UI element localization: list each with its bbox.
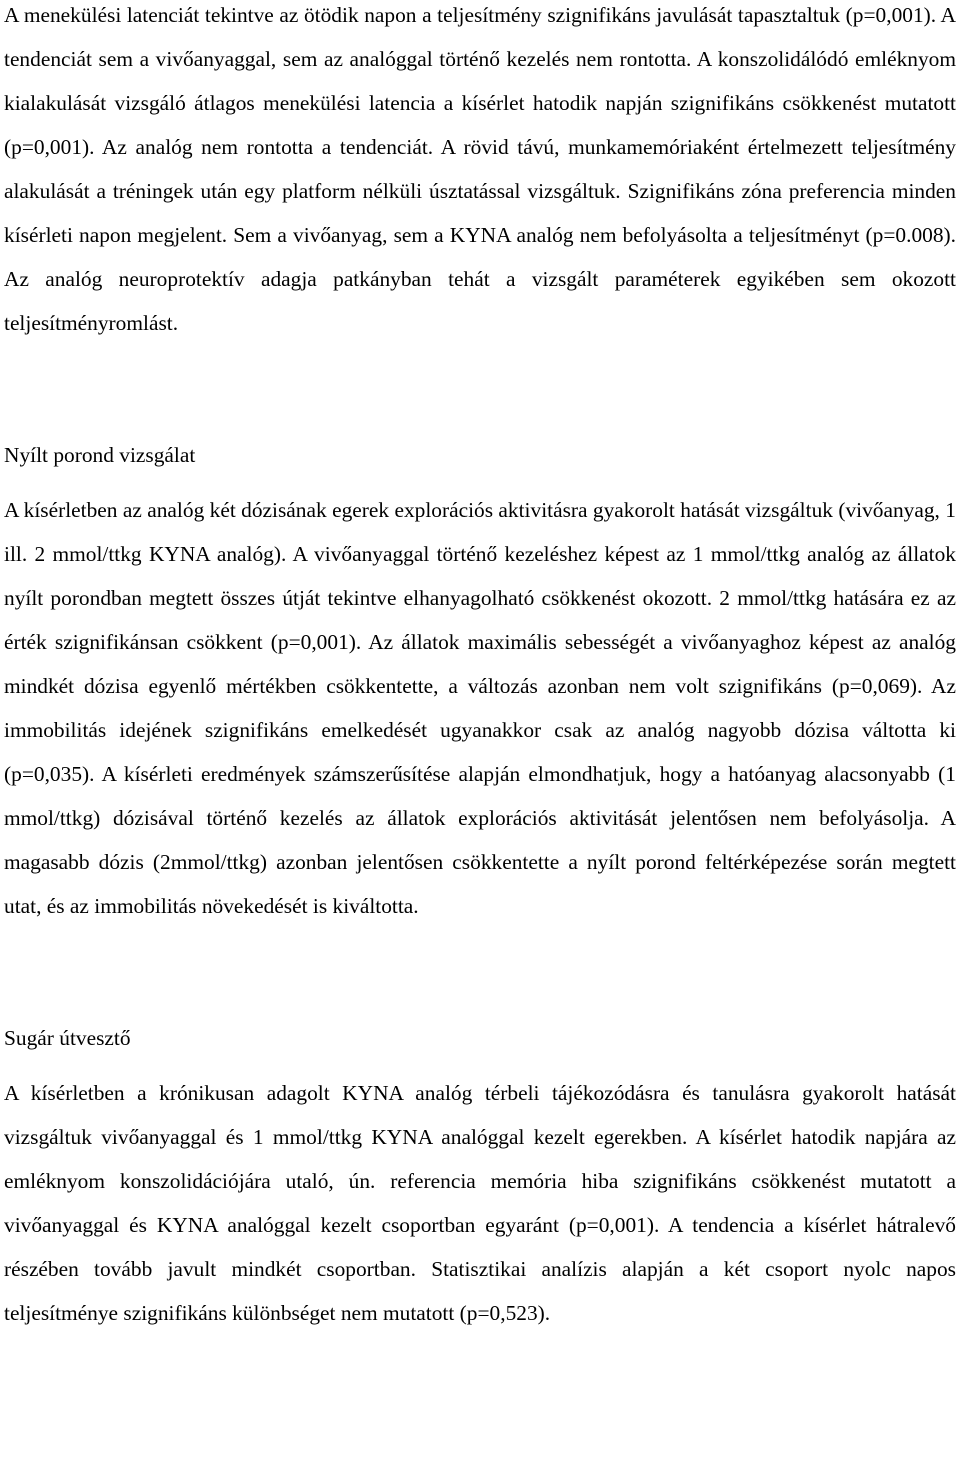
paragraph-morris-water-maze-results: A menekülési latenciát tekintve az ötödik napon a teljesítmény szignifikáns javulását tapasztaltuk (p=0,001). A tendenciát sem a vivőanyaggal, sem az analóggal történő kezelés nem rontotta. A konszolidálódó emléknyom kialakulását vizsgáló átlagos menekülési latencia a kísérlet hatodik napján szignifikáns csökkenést mutatott (p=0,001). Az analóg nem rontotta a tendenciát. A rövid távú, munkamemóriaként értelmezett teljesítmény alakulását a tréningek után egy platform nélküli úsztatással vizsgáltuk. Szignifikáns zóna preferencia minden kísérleti napon megjelent. Sem a vivőanyag, sem a KYNA analóg nem befolyásolta a teljesítményt (p=0.008). Az analóg neuroprotektív adagja patkányban tehát a vizsgált paraméterek egyikében sem okozott teljesítményromlást. <box>4 3 956 335</box>
section-heading-radial-maze: Sugár útvesztő <box>4 1026 131 1050</box>
section-heading-open-field: Nyílt porond vizsgálat <box>4 443 196 467</box>
paragraph-open-field-results: A kísérletben az analóg két dózisának egerek explorációs aktivitásra gyakorolt hatását vizsgáltuk (vivőanyag, 1 ill. 2 mmol/ttkg KYNA analóg). A vivőanyaggal történő kezeléshez képest az 1 mmol/ttkg analóg az állatok nyílt porondban megtett összes útját tekintve elhanyagolható csökkenést okozott. 2 mmol/ttkg hatására ez az érték szignifikánsan csökkent (p=0,001). Az állatok maximális sebességét a vivőanyaghoz képest az analóg mindkét dózisa egyenlő mértékben csökkentette, a változás azonban nem volt szignifikáns (p=0,069). Az immobilitás idejének szignifikáns emelkedését ugyanakkor csak az analóg nagyobb dózisa váltotta ki (p=0,035). A kísérleti eredmények számszerűsítése alapján elmondhatjuk, hogy a hatóanyag alacsonyabb (1 mmol/ttkg) dózisával történő kezelés az állatok explorációs aktivitását jelentősen nem befolyásolja. A magasabb dózis (2mmol/ttkg) azonban jelentősen csökkentette a nyílt porond feltérképezése során megtett utat, és az immobilitás növekedését is kiváltotta. <box>4 498 956 918</box>
paragraph-radial-maze-results: A kísérletben a krónikusan adagolt KYNA analóg térbeli tájékozódásra és tanulásra gyakorolt hatását vizsgáltuk vivőanyaggal és 1 mmol/ttkg KYNA analóggal kezelt egerekben. A kísérlet hatodik napjára az emléknyom konszolidációjára utaló, ún. referencia memória hiba szignifikáns csökkenést mutatott a vivőanyaggal és KYNA analóggal kezelt csoportban egyaránt (p=0,001). A tendencia a kísérlet hátralevő részében tovább javult mindkét csoportban. Statisztikai analízis alapján a két csoport nyolc napos teljesítménye szignifikáns különbséget nem mutatott (p=0,523). <box>4 1081 956 1325</box>
document-page <box>4 0 956 1335</box>
